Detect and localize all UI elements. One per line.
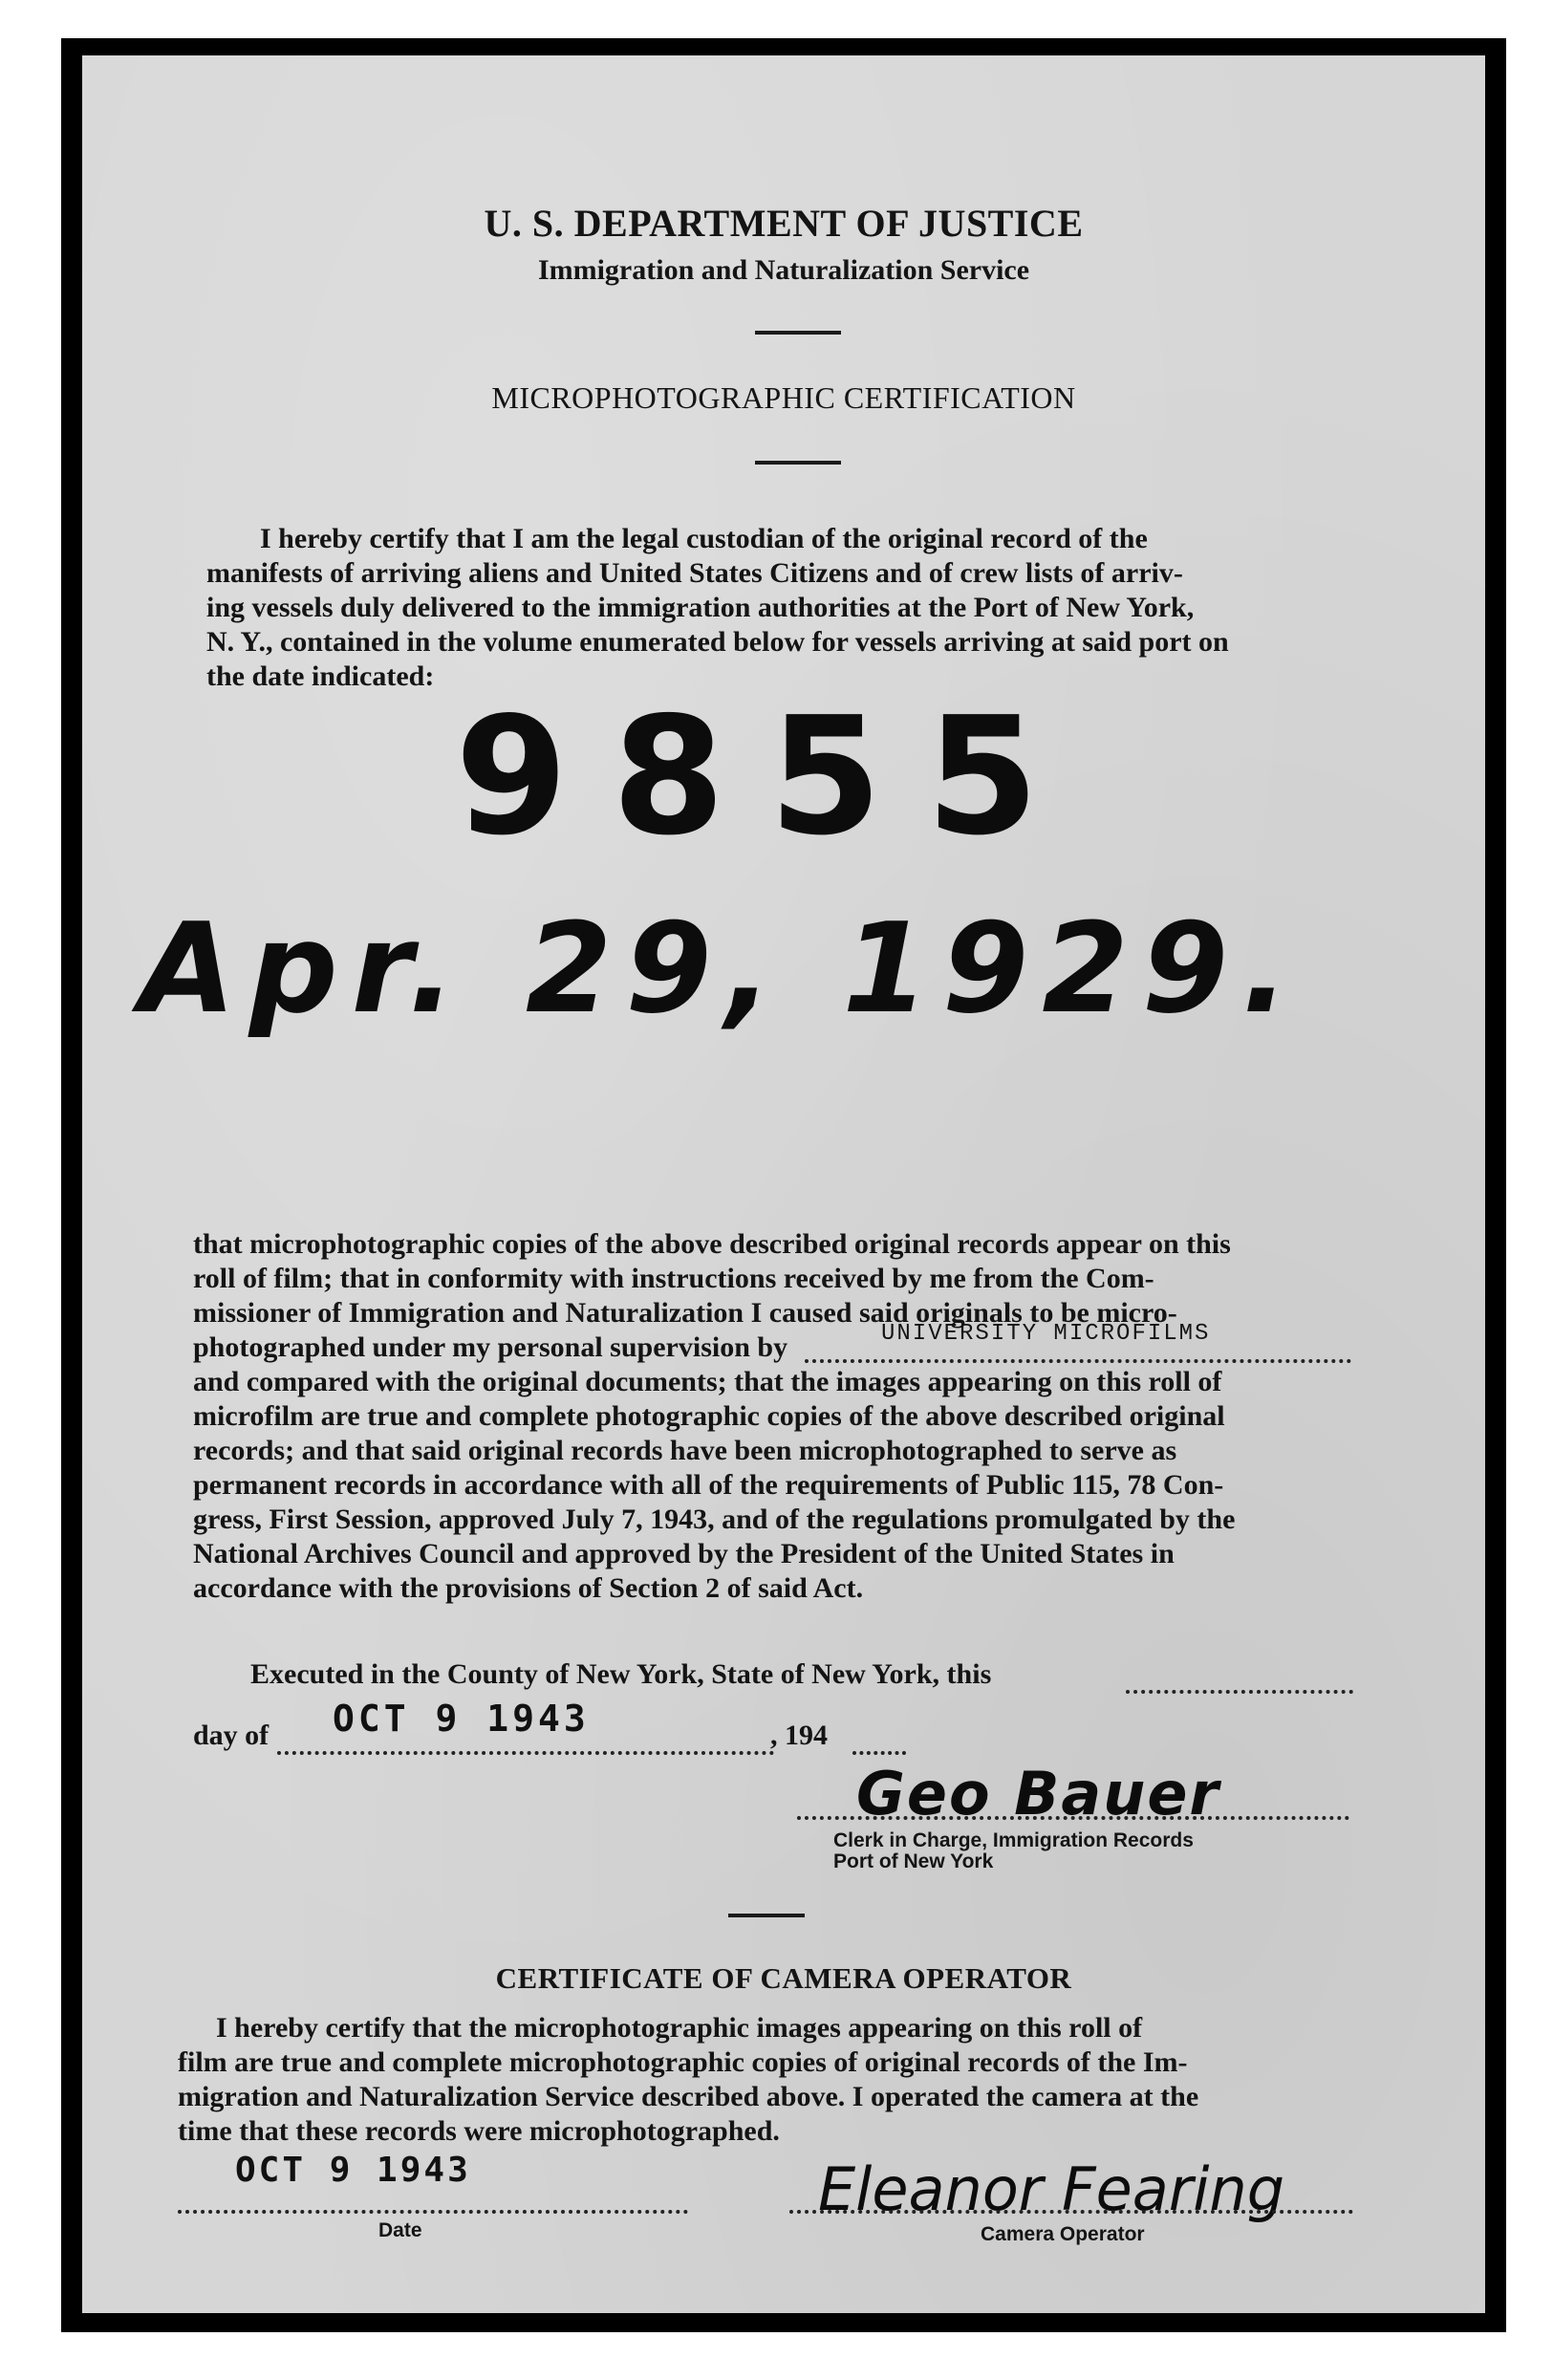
operator-signature: Eleanor Fearing: [818, 2154, 1285, 2224]
camera-certificate-title: CERTIFICATE OF CAMERA OPERATOR: [495, 1961, 1072, 1995]
certificate-page: [82, 55, 1485, 2313]
department-heading: U. S. DEPARTMENT OF JUSTICE: [484, 202, 1084, 245]
camera-date-stamp: OCT 9 1943: [235, 2151, 471, 2190]
clerk-signature: Geo Bauer: [856, 1759, 1220, 1828]
execution-line: Executed in the County of New York, State of New York, this: [250, 1658, 992, 1690]
clerk-signature-line: [797, 1816, 1349, 1820]
supervisor-dotted-line: [805, 1359, 1351, 1363]
camera-line: film are true and complete microphotographic copies of original records of the Im-: [178, 2046, 1188, 2078]
intro-paragraph: [206, 522, 1353, 694]
year-label: , 194: [770, 1720, 828, 1751]
year-dotted-line: [852, 1751, 906, 1755]
day-of-label: day of: [193, 1720, 270, 1751]
intro-line: I hereby certify that I am the legal custodian of the original record of the: [260, 523, 1148, 554]
certification-title: MICROPHOTOGRAPHIC CERTIFICATION: [491, 380, 1076, 415]
divider: [755, 331, 841, 335]
body-line: missioner of Immigration and Naturalization I caused said originals to be micro-: [193, 1297, 1177, 1329]
camera-line: migration and Naturalization Service described above. I operated the camera at the: [178, 2081, 1199, 2112]
body-line: roll of film; that in conformity with instructions received by me from the Com-: [193, 1263, 1154, 1294]
operator-label: Camera Operator: [981, 2223, 1145, 2245]
day-dotted-line: [277, 1751, 774, 1755]
body-line: records; and that said original records have been microphotographed to serve as: [193, 1435, 1177, 1466]
intro-line: N. Y., contained in the volume enumerated below for vessels arriving at said port on: [206, 626, 1229, 658]
divider: [728, 1914, 805, 1917]
divider: [755, 461, 841, 465]
body-line: photographed under my personal supervision by: [193, 1331, 788, 1363]
date-label: Date: [378, 2219, 422, 2241]
camera-line: time that these records were microphotographed.: [178, 2115, 780, 2147]
camera-paragraph: [178, 2011, 1359, 2149]
intro-line: ing vessels duly delivered to the immigration authorities at the Port of New York,: [206, 592, 1195, 623]
body-line: accordance with the provisions of Section 2 of said Act.: [193, 1572, 864, 1604]
body-line: National Archives Council and approved by the President of the United States in: [193, 1538, 1175, 1569]
camera-line: I hereby certify that the microphotographic images appearing on this roll of: [216, 2012, 1143, 2044]
body-line: microfilm are true and complete photographic copies of the above described original: [193, 1400, 1225, 1432]
supervisor-name: UNIVERSITY MICROFILMS: [881, 1321, 1211, 1347]
intro-line: the date indicated:: [206, 660, 435, 692]
body-paragraph: [193, 1227, 1351, 1606]
clerk-title: Clerk in Charge, Immigration Records: [833, 1829, 1194, 1851]
body-line: gress, First Session, approved July 7, 1943, and of the regulations promulgated by the: [193, 1504, 1236, 1535]
intro-line: manifests of arriving aliens and United States Citizens and of crew lists of arriv-: [206, 557, 1183, 589]
execution-date-stamp: OCT 9 1943: [333, 1698, 590, 1740]
handwritten-volume-number: 9855: [455, 682, 1084, 872]
handwritten-record-date: Apr. 29, 1929.: [140, 896, 1303, 1041]
service-subheading: Immigration and Naturalization Service: [537, 254, 1030, 286]
date-dotted-line: [178, 2210, 688, 2214]
supervisor-line: [193, 1321, 1351, 1365]
body-line: that microphotographic copies of the above described original records appear on this: [193, 1228, 1231, 1260]
execution-dotted-line: [1126, 1690, 1353, 1694]
operator-signature-line: [789, 2210, 1353, 2214]
clerk-office: Port of New York: [833, 1850, 994, 1872]
body-line: and compared with the original documents; that the images appearing on this roll of: [193, 1366, 1222, 1397]
body-line: permanent records in accordance with all of the requirements of Public 115, 78 Con-: [193, 1469, 1224, 1501]
